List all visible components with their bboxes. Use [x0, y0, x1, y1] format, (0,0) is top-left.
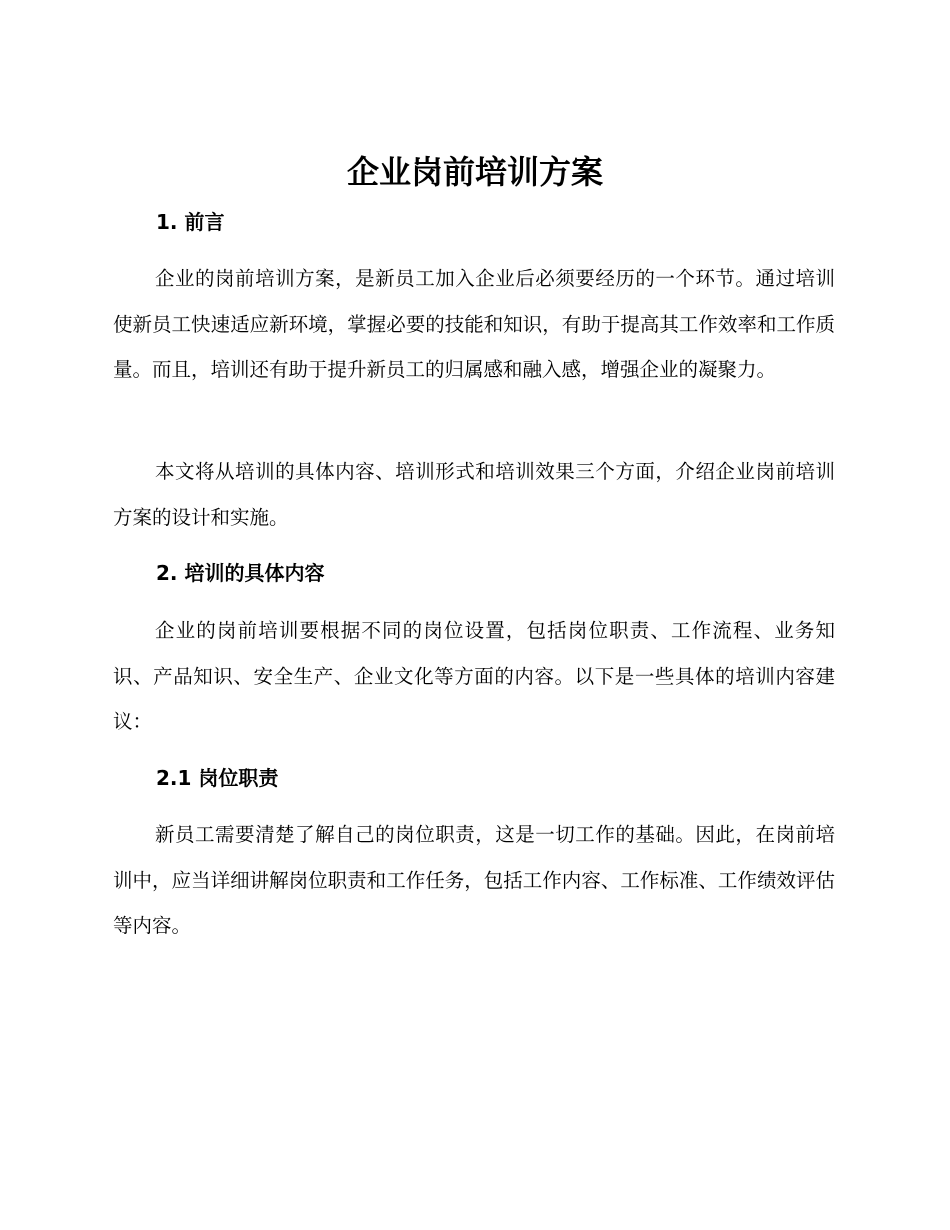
- paragraph-preface-2: 本文将从培训的具体内容、培训形式和培训效果三个方面，介绍企业岗前培训方案的设计和实施。: [113, 460, 835, 529]
- subsection-heading-job-duties: 2.1 岗位职责: [156, 766, 279, 790]
- section-heading-preface: 1. 前言: [156, 210, 225, 234]
- document-title: 企业岗前培训方案: [346, 153, 603, 191]
- paragraph-preface-1: 企业的岗前培训方案，是新员工加入企业后必须要经历的一个环节。通过培训使新员工快速适应新环境，掌握必要的技能和知识，有助于提高其工作效率和工作质量。而且，培训还有助于提升新员工的归属感和融入感，增强企业的凝聚力。: [113, 267, 835, 381]
- paragraph-training-content: 企业的岗前培训要根据不同的岗位设置，包括岗位职责、工作流程、业务知识、产品知识、安全生产、企业文化等方面的内容。以下是一些具体的培训内容建议：: [113, 619, 835, 733]
- paragraph-job-duties: 新员工需要清楚了解自己的岗位职责，这是一切工作的基础。因此，在岗前培训中，应当详细讲解岗位职责和工作任务，包括工作内容、工作标准、工作绩效评估等内容。: [113, 823, 835, 937]
- section-heading-training-content: 2. 培训的具体内容: [156, 561, 325, 585]
